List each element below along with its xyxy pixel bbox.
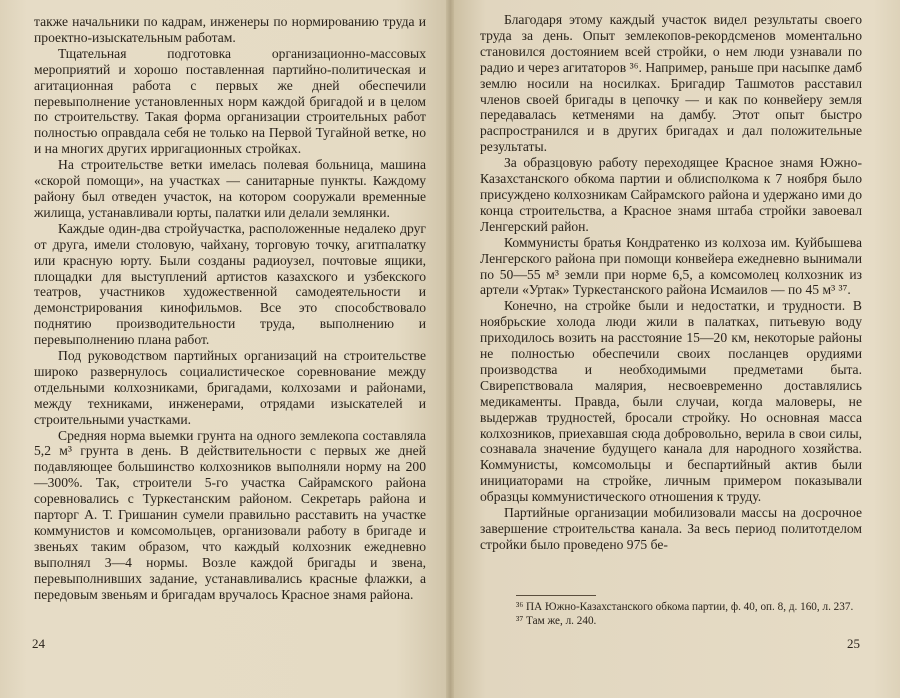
book-gutter (446, 0, 454, 698)
paragraph: Коммунисты братья Кондратенко из колхоза им. Куйбышева Ленгерского района при помощи конвейера ежедневно вынимали по 50—55 м³ земли при норме 6,5, а комсомолец колхозник из артели «Уртак» Туркестанского района Исмаилов — по 45 м³ ³⁷. (480, 234, 862, 298)
paragraph: Конечно, на стройке были и недостатки, и трудности. В ноябрьские холода люди жили в палатках, питьевую воду приходилось возить на расстояние 15—20 км, некоторые районы не полностью обеспечили своих посланцев орудиями производства и необходимыми предметами быта. Свирепствовала малярия, несвоевременно доставлялись медикаменты. Правда, были случаи, когда маловеры, не выдержав трудностей, бросали стройку. Но основная масса колхозников, приехавшая сюда добровольно, верила в свои силы, сознавала значение будущего канала для народного хозяйства. Коммунисты, комсомольцы и беспартийный актив были инициаторами на стройке, личным примером показывали образцы коммунистического отношения к труду. (480, 298, 862, 505)
footnote: ³⁷ Там же, л. 240. (516, 615, 597, 627)
right-page (450, 0, 900, 698)
page-number: 25 (847, 636, 860, 651)
footnote-rule (516, 595, 596, 596)
paragraph: Средняя норма выемки грунта на одного землекопа составляла 5,2 м³ грунта в день. В действительности с первых же дней подавляющее большинство колхозников выполняли норму на 200—300%. Так, строители 5-го участка Сайрамского района соревновались с Туркестанским районом. Секретарь района и парторг А. Т. Гришанин сумели правильно расставить на участке коммунистов и комсомольцев, организовали работу в бригаде и звеньях таким образом, что каждый колхозник ежедневно выполнял 3—4 нормы. Возле каждой бригады и звена, перевыполнивших задание, устанавливались красные флажки, а передовым звеньям и бригадам вручалось Красное знамя района. (34, 427, 426, 602)
paragraph: За образцовую работу переходящее Красное знамя Южно-Казахстанского обкома партии и облисполкома к 7 ноября было присуждено колхозникам Сайрамского района и удержано ими до конца строительства, а Красное знамя штаба стройки завоевал Ленгерский район. (480, 155, 862, 234)
footnotes (480, 595, 862, 628)
paragraph: Благодаря этому каждый участок видел результаты своего труда за день. Опыт землекопов-рекордсменов моментально становился достоянием всей стройки, о нем люди узнавали по радио и через агитаторов ³⁶. Например, раньше при насыпке дамб землю носили на носилках. Бригадир Ташмотов расставил членов своей бригады в цепочку — и как по конвейеру земля передавалась кетменями на дамбу. Этот опыт быстро распространился и в других бригадах и дал положительные результаты. (480, 12, 862, 155)
paragraph: Каждые один-два стройучастка, расположенные недалеко друг от друга, имели столовую, чайхану, торговую точку, агитпалатку или красную юрту. Были созданы радиоузел, почтовые ящики, площадки для выступлений артистов казахского и узбекского театров, участников художественной самодеятельности и демонстрирования кинофильмов. Все это способствовало поднятию производительности труда, выполнению и перевыполнению плана работ. (34, 220, 426, 348)
page-number: 24 (32, 636, 45, 651)
paragraph: На строительстве ветки имелась полевая больница, машина «скорой помощи», на участках — санитарные пункты. Каждому району был отведен участок, на котором сооружали временные жилища, устанавливали юрты, палатки или делали землянки. (34, 157, 426, 220)
paragraph: Под руководством партийных организаций на строительстве широко развернулось социалистическое соревнование между отдельными колхозниками, бригадами, колхозами и районами, между техниками, инженерами, отрядами изыскателей и строительными участками. (34, 348, 426, 427)
right-page-text (480, 12, 862, 553)
paragraph: также начальники по кадрам, инженеры по нормированию труда и проектно-изыскательным работам. (34, 14, 426, 45)
left-page-text (34, 14, 426, 603)
paragraph: Партийные организации мобилизовали массы на досрочное завершение строительства канала. За весь период политотделом стройки было проведено 975 бе- (480, 505, 862, 552)
paragraph: Тщательная подготовка организационно-массовых мероприятий и хорошо поставленная партийно-политическая и агитационная работа с первых же дней обеспечили перевыполнение установленных норм каждой бригадой и в целом по строительству. Такая форма организации строительных работ полностью оправдала себя не только на Первой Тугайной ветке, но и на многих других ирригационных стройках. (34, 45, 426, 157)
footnote: ³⁶ ПА Южно-Казахстанского обкома партии, ф. 40, оп. 8, д. 160, л. 237. (516, 601, 854, 613)
